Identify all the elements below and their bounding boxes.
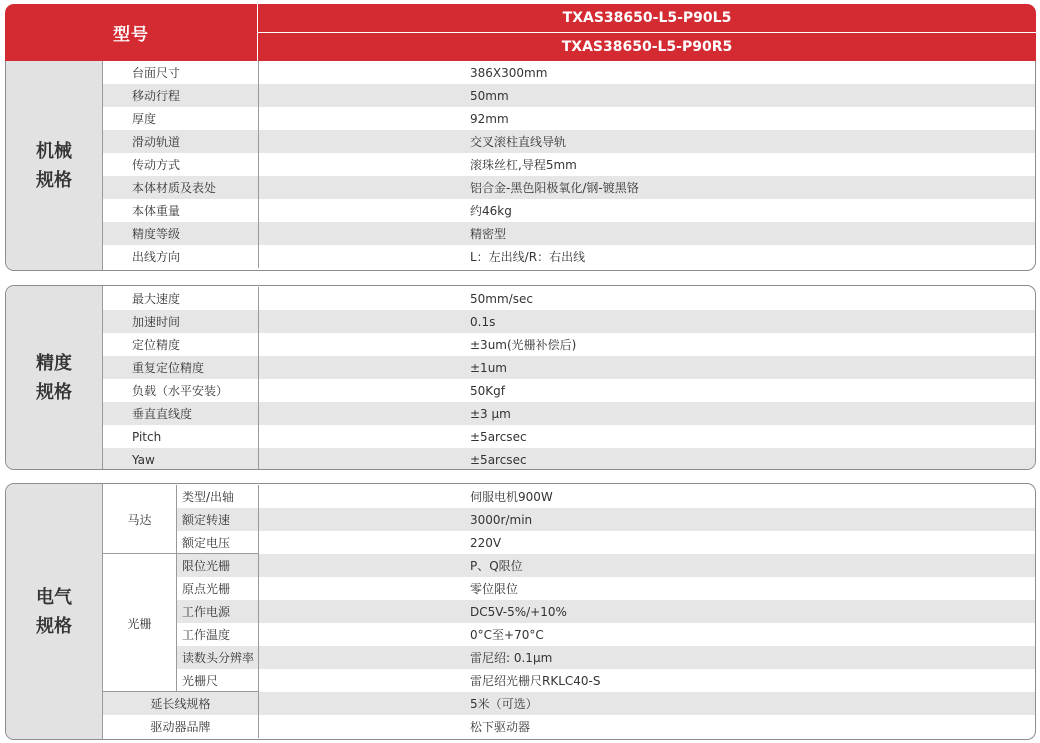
precision-row bbox=[103, 356, 1035, 379]
spec-value: 雷尼绍: 0.1μm bbox=[470, 651, 553, 665]
mechanical-row bbox=[103, 245, 1035, 268]
mechanical-row bbox=[103, 61, 1035, 84]
electrical-row bbox=[103, 577, 1035, 600]
electrical-row bbox=[103, 692, 1035, 715]
column-divider bbox=[258, 485, 259, 508]
mechanical-specs-section bbox=[5, 61, 1036, 271]
spec-name: 重复定位精度 bbox=[132, 361, 205, 375]
spec-value: 铝合金-黑色阳极氧化/钢-镀黑铬 bbox=[470, 181, 639, 195]
spec-value: 220V bbox=[470, 535, 502, 550]
group-separator bbox=[103, 691, 258, 692]
column-divider bbox=[258, 310, 259, 333]
mechanical-row bbox=[103, 84, 1035, 107]
electrical-row bbox=[103, 508, 1035, 531]
column-divider bbox=[258, 531, 259, 554]
spec-value: 0.1s bbox=[470, 314, 496, 329]
column-divider bbox=[258, 61, 259, 84]
column-divider bbox=[258, 130, 259, 153]
spec-value: 交叉滚柱直线导轨 bbox=[470, 135, 567, 149]
column-divider bbox=[258, 356, 259, 379]
column-divider bbox=[258, 222, 259, 245]
mechanical-row bbox=[103, 199, 1035, 222]
electrical-rows bbox=[103, 484, 1035, 740]
spec-value: 50mm/sec bbox=[470, 291, 533, 306]
spec-name: 移动行程 bbox=[132, 89, 181, 103]
column-divider bbox=[258, 692, 259, 715]
electrical-row bbox=[103, 715, 1035, 738]
column-divider bbox=[258, 287, 259, 310]
spec-value: 50mm bbox=[470, 88, 509, 103]
electrical-row bbox=[103, 485, 1035, 508]
precision-row bbox=[103, 448, 1035, 470]
column-divider bbox=[258, 508, 259, 531]
column-divider bbox=[258, 176, 259, 199]
model-number-l5: TXAS38650-L5-P90L5 bbox=[562, 10, 732, 26]
electrical-row bbox=[103, 669, 1035, 692]
column-divider bbox=[258, 448, 259, 470]
precision-row bbox=[103, 333, 1035, 356]
spec-value: 滚珠丝杠,导程5mm bbox=[470, 158, 577, 172]
spec-value: DC5V-5%/+10% bbox=[470, 604, 567, 619]
column-divider bbox=[258, 425, 259, 448]
spec-value: 松下驱动器 bbox=[470, 720, 531, 734]
spec-name: Yaw bbox=[132, 452, 155, 467]
precision-specs-section bbox=[5, 285, 1036, 470]
spec-value: 386X300mm bbox=[470, 65, 548, 80]
spec-subname: 光栅尺 bbox=[182, 674, 219, 688]
spec-subname: 原点光栅 bbox=[182, 582, 231, 596]
mechanical-row bbox=[103, 130, 1035, 153]
spec-value: ±3um(光栅补偿后) bbox=[470, 338, 577, 352]
motor-group-label: 马达 bbox=[103, 485, 177, 554]
precision-category-label: 精度 规格 bbox=[6, 286, 103, 469]
column-divider bbox=[258, 600, 259, 623]
column-divider bbox=[258, 245, 259, 268]
spec-name: 垂直直线度 bbox=[132, 407, 193, 421]
spec-value: 约46kg bbox=[470, 204, 512, 218]
column-divider bbox=[258, 646, 259, 669]
spec-name: 本体重量 bbox=[132, 204, 181, 218]
mechanical-rows bbox=[103, 61, 1035, 268]
column-divider bbox=[258, 669, 259, 692]
electrical-specs-section bbox=[5, 483, 1036, 740]
spec-name: 出线方向 bbox=[132, 250, 181, 264]
column-divider bbox=[258, 84, 259, 107]
spec-value: P、Q限位 bbox=[470, 559, 523, 573]
electrical-row bbox=[103, 600, 1035, 623]
column-divider bbox=[258, 153, 259, 176]
spec-subname: 工作温度 bbox=[182, 628, 231, 642]
spec-value: 92mm bbox=[470, 111, 509, 126]
precision-row bbox=[103, 425, 1035, 448]
spec-value: ±3 μm bbox=[470, 406, 511, 421]
spec-value: 精密型 bbox=[470, 227, 507, 241]
spec-subname: 类型/出轴 bbox=[182, 490, 235, 504]
precision-row bbox=[103, 310, 1035, 333]
spec-subname: 额定电压 bbox=[182, 536, 231, 550]
spec-name: 厚度 bbox=[132, 112, 157, 126]
mechanical-row bbox=[103, 107, 1035, 130]
spec-value: 雷尼绍光栅尺RKLC40-S bbox=[470, 674, 601, 688]
electrical-row bbox=[103, 623, 1035, 646]
spec-value: 5米（可选） bbox=[470, 697, 538, 711]
mechanical-row bbox=[103, 153, 1035, 176]
column-divider bbox=[258, 107, 259, 130]
precision-row bbox=[103, 287, 1035, 310]
model-label: 型号 bbox=[113, 25, 149, 45]
spec-value: ±1um bbox=[470, 360, 507, 375]
spec-name: Pitch bbox=[132, 429, 162, 444]
column-divider bbox=[258, 623, 259, 646]
grating-group-label: 光栅 bbox=[103, 554, 177, 692]
model-number-r5: TXAS38650-L5-P90R5 bbox=[561, 39, 733, 55]
spec-name: 台面尺寸 bbox=[132, 66, 181, 80]
electrical-row bbox=[103, 646, 1035, 669]
spec-name: 本体材质及表处 bbox=[132, 181, 217, 195]
mechanical-row bbox=[103, 222, 1035, 245]
column-divider bbox=[258, 577, 259, 600]
spec-subname: 工作电源 bbox=[182, 605, 231, 619]
group-separator bbox=[103, 553, 258, 554]
spec-name: 延长线规格 bbox=[150, 697, 211, 711]
spec-value: ±5arcsec bbox=[470, 429, 527, 444]
spec-value: 50Kgf bbox=[470, 383, 505, 398]
spec-value: 0°C至+70°C bbox=[470, 628, 544, 642]
precision-row bbox=[103, 379, 1035, 402]
spec-name: 传动方式 bbox=[132, 158, 181, 172]
spec-value: 零位限位 bbox=[470, 582, 519, 596]
column-divider bbox=[258, 199, 259, 222]
electrical-category-label: 电气 规格 bbox=[6, 484, 103, 739]
mechanical-category-label: 机械 规格 bbox=[6, 61, 103, 270]
spec-name: 滑动轨道 bbox=[132, 135, 181, 149]
spec-value: L：左出线/R：右出线 bbox=[470, 250, 586, 264]
spec-subname: 额定转速 bbox=[182, 513, 231, 527]
spec-name: 驱动器品牌 bbox=[150, 720, 211, 734]
column-divider bbox=[258, 715, 259, 738]
precision-row bbox=[103, 402, 1035, 425]
precision-rows bbox=[103, 286, 1035, 470]
model-header bbox=[5, 4, 1036, 61]
mechanical-row bbox=[103, 176, 1035, 199]
spec-value: ±5arcsec bbox=[470, 452, 527, 467]
spec-name: 最大速度 bbox=[132, 292, 181, 306]
spec-name: 加速时间 bbox=[132, 315, 181, 329]
spec-value: 伺服电机900W bbox=[470, 490, 553, 504]
spec-name: 负载（水平安装） bbox=[132, 384, 229, 398]
column-divider bbox=[258, 379, 259, 402]
electrical-row bbox=[103, 531, 1035, 554]
spec-name: 定位精度 bbox=[132, 338, 181, 352]
spec-subname: 读数头分辨率 bbox=[182, 651, 255, 665]
column-divider bbox=[258, 554, 259, 577]
spec-name: 精度等级 bbox=[132, 227, 181, 241]
column-divider bbox=[258, 333, 259, 356]
electrical-row bbox=[103, 554, 1035, 577]
spec-subname: 限位光栅 bbox=[182, 559, 231, 573]
column-divider bbox=[258, 402, 259, 425]
spec-value: 3000r/min bbox=[470, 512, 533, 527]
